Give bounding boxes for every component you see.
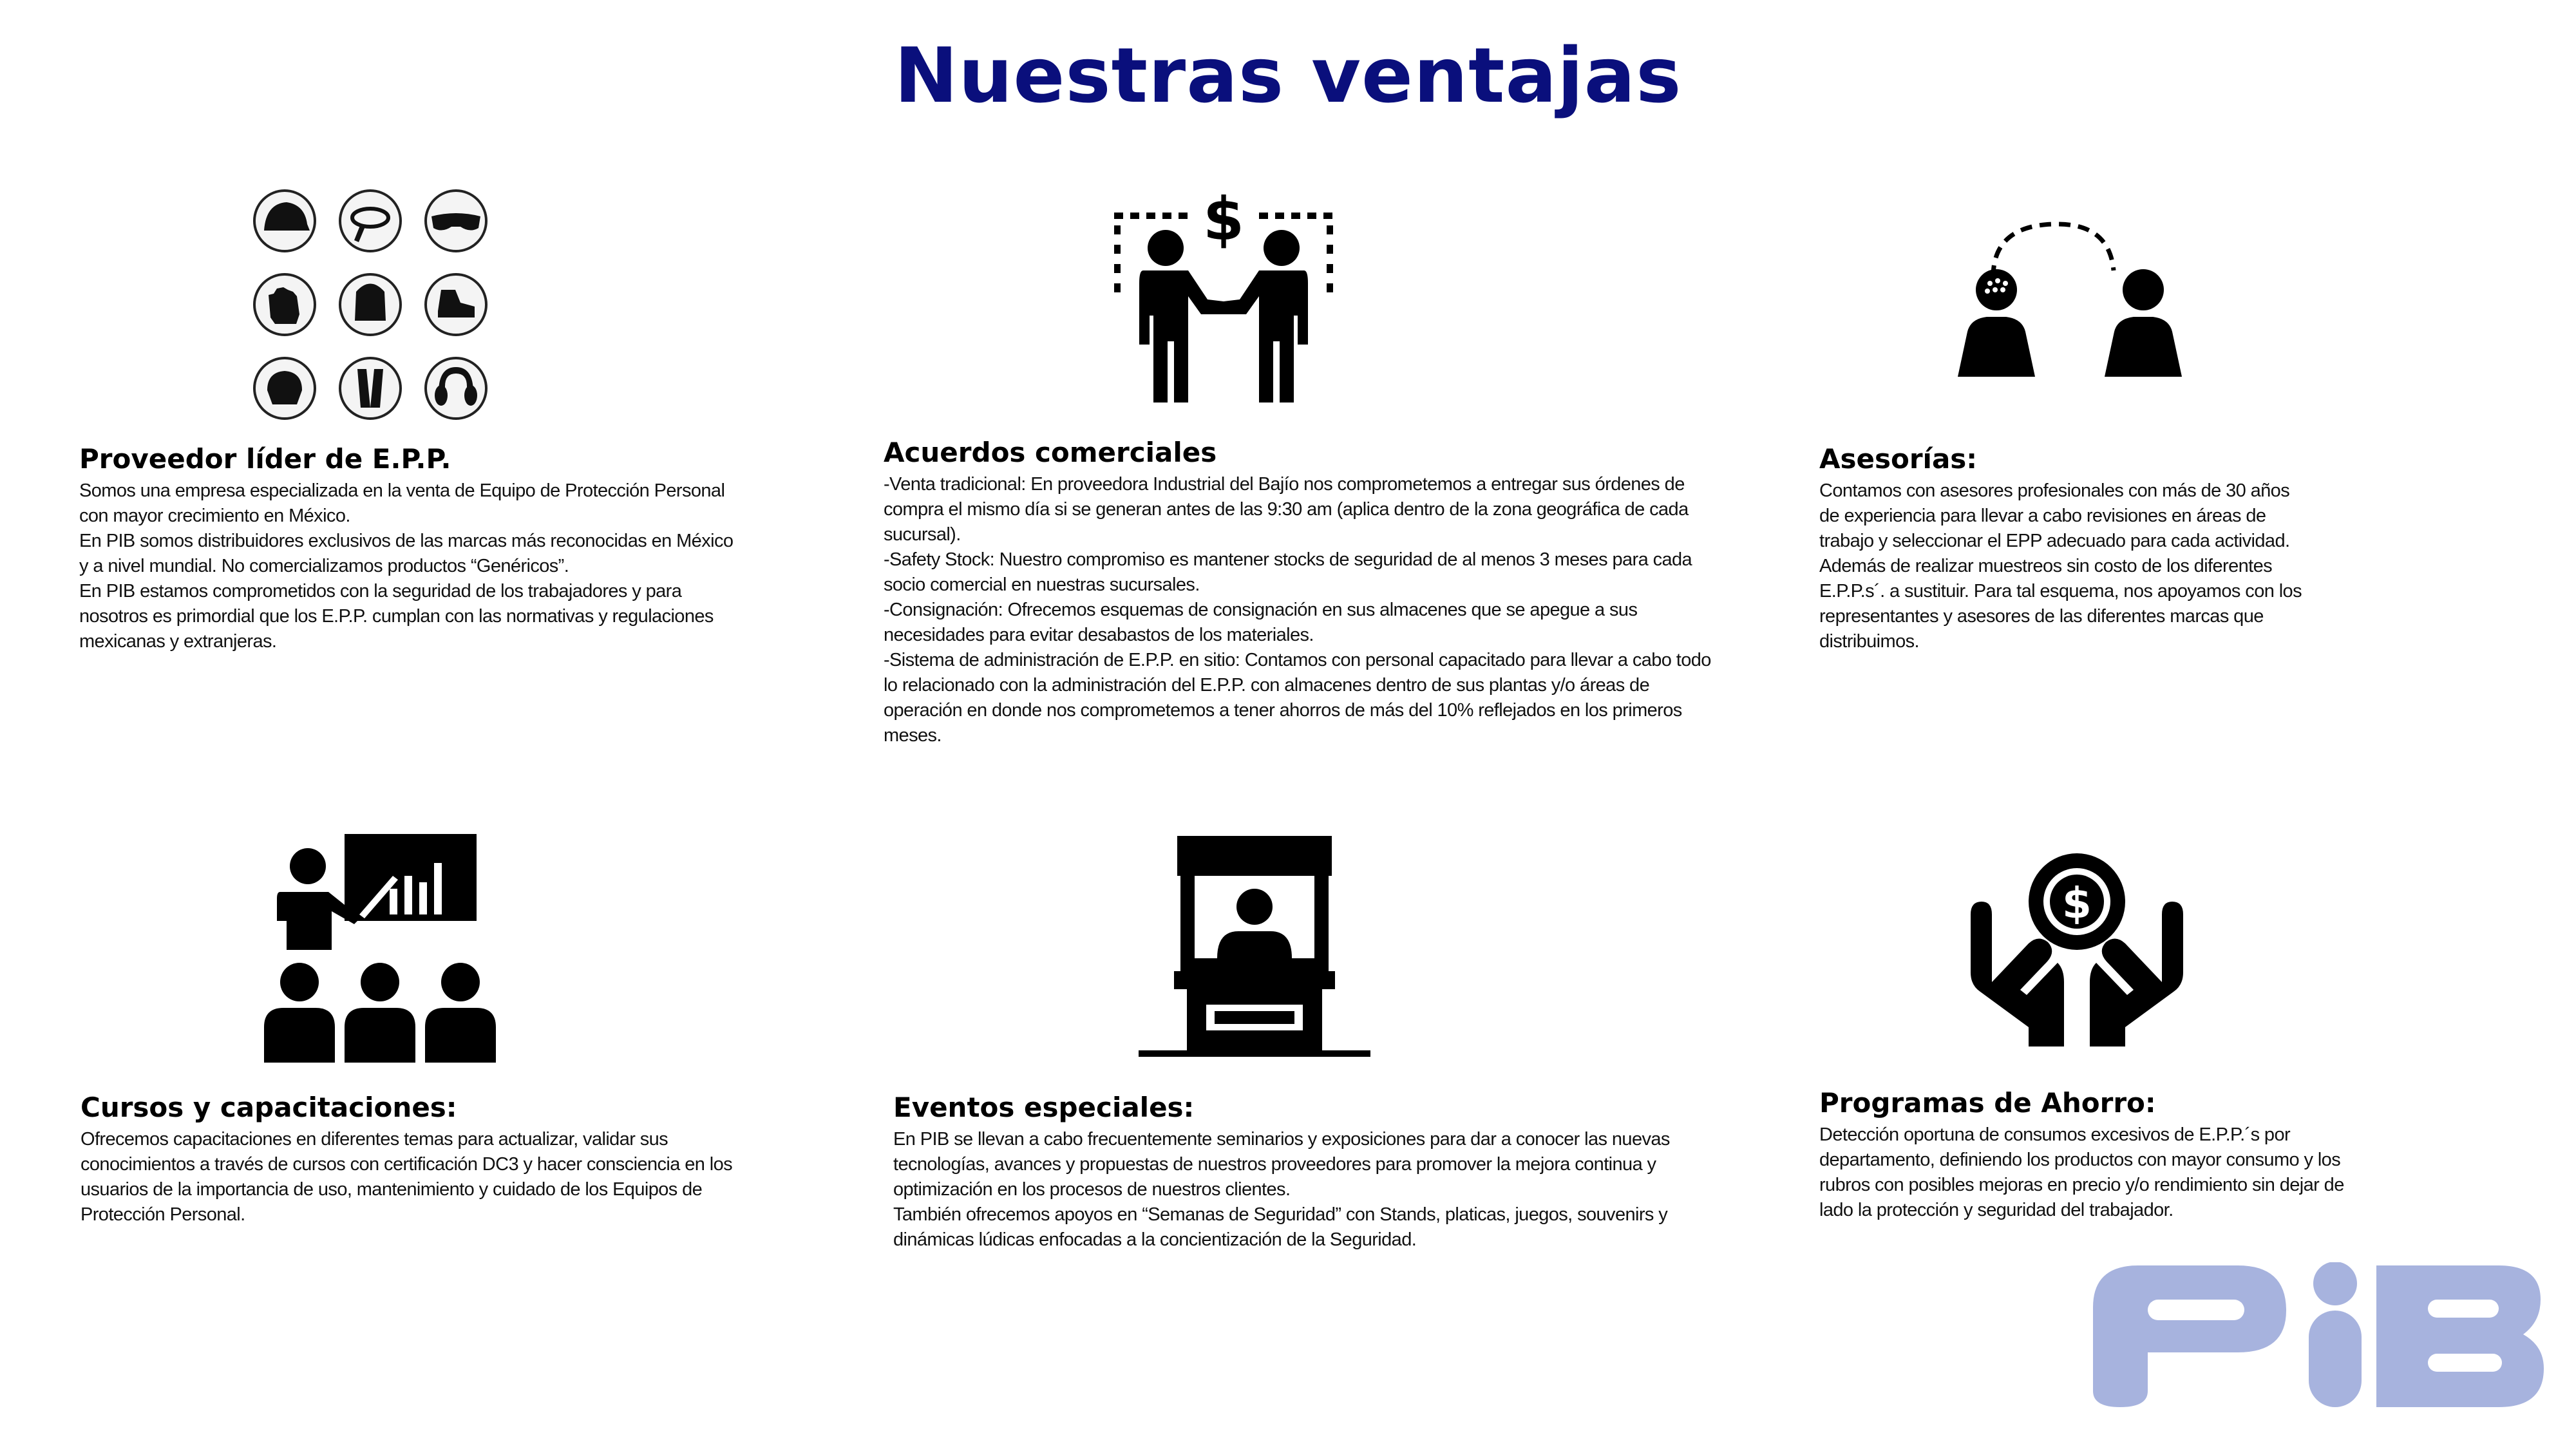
section-consulting [1819, 443, 2463, 654]
svg-text:$: $ [2062, 878, 2092, 928]
section-body: Detección oportuna de consumos excesivos de E.P.P.´s por departamento, definiendo los productos con mayor consumo y los rubros con posibles mejoras en precio y/o rendimiento sin dejar de lado la protección y seguridad del trabajador. [1819, 1124, 2344, 1220]
booth-stand-icon [1139, 836, 1370, 1058]
section-body: Ofrecemos capacitaciones en diferentes temas para actualizar, validar sus conocimientos a través de cursos con certificación DC3 y hacer consciencia en los usuarios de la importancia de uso, mantenimiento y cuidado de los Equipos de Protección Personal. [80, 1129, 733, 1225]
section-ppe-provider [79, 443, 839, 654]
section-body: En PIB se llevan a cabo frecuentemente seminarios y exposiciones para dar a conocer las nuevas tecnologías, avances y propuestas de nuestros proveedores para promover la mejora continua y optimización en los procesos de nuestros clientes. También ofrecemos apoyos en “Semanas de Seguridad” con Stands, platicas, juegos, souvenirs y dinámicas lúdicas enfocadas a la concientización de la Seguridad. [893, 1129, 1670, 1250]
ppe-grid-icon [248, 185, 496, 424]
section-body: -Venta tradicional: En proveedora Industrial del Bajío nos comprometemos a entregar sus órdenes de compra el mismo día si se generan antes de las 9:30 am (aplica dentro de la zona geográfica de cada sucursal). -Safety Stock: Nuestro compromiso es mantener stocks de seguridad de al menos 3 meses para cada socio comercial en nuestras sucursales. -Consignación: Ofrecemos esquemas de consignación en sus almacenes que se apegue a sus necesidades para evitar desabastos de los materiales. -Sistema de administración de E.P.P. en sitio: Contamos con personal capacitado para llevar a cabo todo lo relacionado con la administración del E.P.P. con almacenes dentro de sus plantas y/o áreas de operación en donde nos comprometemos a tener ahorros de más del 10% reflejados en los primeros meses. [884, 474, 1711, 746]
section-special-events [893, 1092, 1730, 1253]
section-body: Contamos con asesores profesionales con más de 30 años de experiencia para llevar a cabo revisiones en áreas de trabajo y seleccionar el EPP adecuado para cada actividad. Además de realizar muestreos sin costo de los diferentes E.P.P.s´. a sustituir. Para tal esquema, nos apoyamos con los representantes y asesores de las diferentes marcas que distribuimos. [1819, 480, 2302, 652]
section-savings-programs [1819, 1087, 2496, 1223]
section-training [80, 1092, 853, 1227]
svg-text:$: $ [1202, 187, 1245, 254]
section-body: Somos una empresa especializada en la venta de Equipo de Protección Personal con mayor crecimiento en México. En PIB somos distribuidores exclusivos de las marcas más reconocidas en México y a nivel mundial. No comercializamos productos “Genéricos”. En PIB estamos comprometidos con la seguridad de los trabajadores y para nosotros es primordial que los E.P.P. cumplan con las normativas y regulaciones mexicanas y extranjeras. [79, 480, 734, 652]
section-title: Eventos especiales: [893, 1092, 1195, 1123]
section-title: Asesorías: [1819, 443, 1978, 475]
section-title: Proveedor líder de E.P.P. [79, 443, 451, 475]
section-title: Programas de Ahorro: [1819, 1087, 2156, 1119]
pib-logo [2093, 1262, 2544, 1410]
consulting-people-icon [1938, 219, 2196, 377]
section-title: Acuerdos comerciales [884, 437, 1217, 468]
savings-hands-coin-icon [1967, 853, 2186, 1046]
pib-logo-text [2093, 1410, 2094, 1411]
handshake-deal-icon [1111, 187, 1336, 406]
page-title: Nuestras ventajas [894, 31, 1682, 120]
section-title: Cursos y capacitaciones: [80, 1092, 457, 1123]
training-presentation-icon [264, 831, 496, 1063]
section-commercial-agreements [884, 437, 1734, 748]
